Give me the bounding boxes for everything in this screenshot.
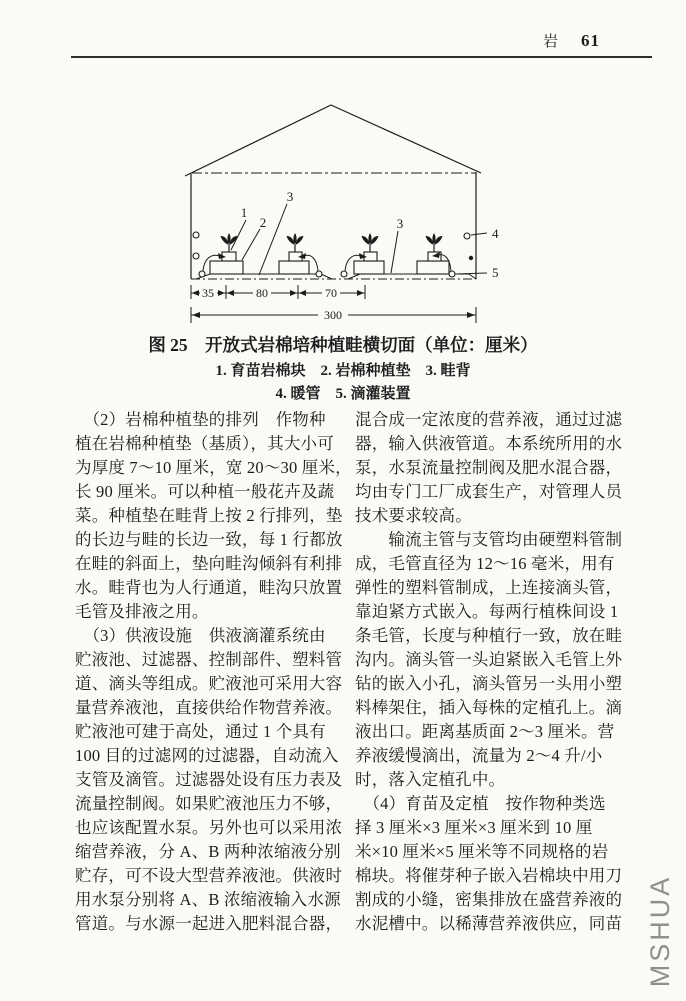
rockwool-mat — [279, 261, 309, 274]
callout-3-label: 3 — [286, 189, 294, 204]
text-line: 泵，水泵流量控制阀及肥水混合器， — [355, 458, 623, 477]
callout-3-right — [391, 216, 403, 273]
text-line: 的长边与畦的长边一致，每 1 行都放 — [75, 530, 343, 549]
text-line: 技术要求较高。 — [355, 506, 472, 525]
text-line: 贮液池可建于高处，通过 1 个具有 — [75, 722, 326, 741]
text-line: 也应该配置水泵。另外也可以采用浓 — [75, 818, 343, 837]
text-line: 料棒架住，插入每株的定植孔上。滴 — [355, 698, 623, 717]
dimension-row-1 — [191, 285, 365, 300]
text-line: 100 目的过滤网的过滤器，自动流入 — [75, 746, 339, 765]
text-line: 棉块。将催芽种子嵌入岩棉块中用刀 — [355, 866, 623, 885]
text-line: （3）供液设施 供液滴灌系统由 — [75, 626, 326, 645]
plant-sprout-icon — [362, 233, 379, 252]
dim-70: 70 — [325, 286, 337, 300]
heating-pipe — [193, 253, 199, 259]
rockwool-mat — [210, 261, 243, 274]
text-line: 贮液池、过滤器、控制部件、塑料管 — [75, 650, 343, 669]
callout-2-label: 2 — [259, 215, 267, 230]
text-line: 液出口。距离基质面 2～3 厘米。营 — [355, 722, 615, 741]
header-book-char: 岩 — [542, 34, 559, 50]
text-line: 毛管及排液之用。 — [75, 602, 209, 621]
text-line: 钻的嵌入小孔，滴头管另一头用小塑 — [355, 674, 623, 693]
text-line: 米×10 厘米×5 厘米等不同规格的岩 — [355, 842, 609, 861]
dim-35: 35 — [202, 286, 214, 300]
callout-5-label: 5 — [492, 265, 499, 280]
text-line: 植在岩棉种植垫（基质），其大小可 — [75, 434, 334, 453]
plant-sprout-icon — [287, 233, 304, 252]
text-line: （2）岩棉种植垫的排列 作物种 — [75, 410, 326, 429]
text-line: 为厚度 7～10 厘米，宽 20～30 厘米， — [75, 458, 352, 477]
text-line: 条毛管，长度与种植行一致，放在畦 — [355, 626, 623, 645]
drip-emitter — [316, 271, 322, 277]
text-line: 流量控制阀。如果贮液池压力不够， — [75, 794, 343, 813]
text-line: 割成的小缝，密集排放在盛营养液的 — [355, 890, 623, 909]
text-line: 管道。与水源一起进入肥料混合器， — [75, 914, 343, 933]
plant-unit — [279, 233, 322, 277]
text-line: 在畦的斜面上，垫向畦沟倾斜有利排 — [75, 554, 343, 573]
text-line: 养液缓慢滴出，流量为 2～4 升/小 — [355, 746, 603, 765]
dim-80: 80 — [256, 286, 268, 300]
callout-4-label: 4 — [492, 226, 499, 241]
body-column-left — [75, 408, 352, 936]
callout-1 — [231, 205, 247, 250]
text-line: 缩营养液，分 A、B 两种浓缩液分别 — [75, 842, 341, 861]
text-line: 择 3 厘米×3 厘米×3 厘米到 10 厘 — [355, 818, 593, 837]
text-line: 靠迫紧方式嵌入。每两行植株间设 1 — [355, 602, 619, 621]
text-line: 沟内。滴头管一头迫紧嵌入毛管上外 — [355, 650, 623, 669]
rockwool-mat — [417, 261, 449, 274]
text-line: 支管及滴管。过滤器处设有压力表及 — [75, 770, 343, 789]
callout-4 — [471, 226, 499, 241]
callout-3-label: 3 — [396, 216, 404, 231]
text-line: 水泥槽中。以稀薄营养液供应，同苗 — [355, 914, 623, 933]
text-line: 器，输入供液管道。本系统所用的水 — [355, 434, 623, 453]
text-line: 水。畦背也为人行通道，畦沟只放置 — [75, 578, 343, 597]
text-line: 时，落入定植孔中。 — [355, 770, 506, 789]
text-line: 弹性的塑料管制成，上连接滴头管， — [355, 578, 623, 597]
text-line: 均由专门工厂成套生产，对管理人员 — [355, 482, 623, 501]
text-line: 用水泵分别将 A、B 浓缩液输入水源 — [75, 890, 341, 909]
text-line: 输流主管与支管均由硬塑料管制 — [355, 530, 623, 549]
header-page-number: 61 — [581, 31, 600, 50]
drip-emitter — [449, 271, 455, 277]
text-line: 贮存，可不设大型营养液池。供液时 — [75, 866, 343, 885]
rockwool-mat — [354, 261, 384, 274]
figure-legend-line1: 1. 育苗岩棉块 2. 岩棉种植垫 3. 畦背 — [215, 363, 471, 379]
watermark-text: MSHUA — [645, 874, 675, 988]
text-line: 混合成一定浓度的营养液，通过过滤 — [355, 410, 623, 429]
heating-pipe — [464, 233, 470, 239]
header-rule — [71, 56, 652, 58]
heating-pipe — [469, 256, 473, 260]
dimension-row-2 — [191, 307, 476, 323]
heating-pipe — [193, 232, 199, 238]
callout-5 — [456, 265, 499, 280]
running-head — [0, 30, 600, 51]
drip-emitter — [199, 271, 205, 277]
text-line: 道、滴头等组成。贮液池可采用大容 — [75, 674, 343, 693]
text-line: （4）育苗及定植 按作物种类选 — [355, 794, 606, 813]
text-line: 成，毛管直径为 12～16 毫米，用有 — [355, 554, 615, 573]
plant-sprout-icon — [426, 233, 443, 252]
bed-berm-left — [196, 274, 332, 279]
greenhouse-cross-section-diagram — [118, 93, 518, 337]
greenhouse-roof — [185, 105, 481, 176]
callout-1-label: 1 — [240, 205, 248, 220]
body-column-right — [355, 408, 627, 936]
bed-berm-right — [348, 274, 476, 279]
text-line: 量营养液池，直接供给作物营养液。 — [75, 698, 343, 717]
figure-legend-line2: 4. 暖管 5. 滴灌装置 — [275, 386, 411, 402]
plant-unit — [417, 233, 455, 277]
text-line: 长 90 厘米。可以种植一般花卉及蔬 — [75, 482, 335, 501]
drip-emitter — [341, 271, 347, 277]
plant-unit — [341, 233, 384, 277]
text-line: 菜。种植垫在畦背上按 2 行排列，垫 — [75, 506, 343, 525]
figure-caption: 图 25 开放式岩棉培种植畦横切面（单位：厘米） — [148, 335, 538, 355]
dim-300: 300 — [324, 308, 342, 322]
